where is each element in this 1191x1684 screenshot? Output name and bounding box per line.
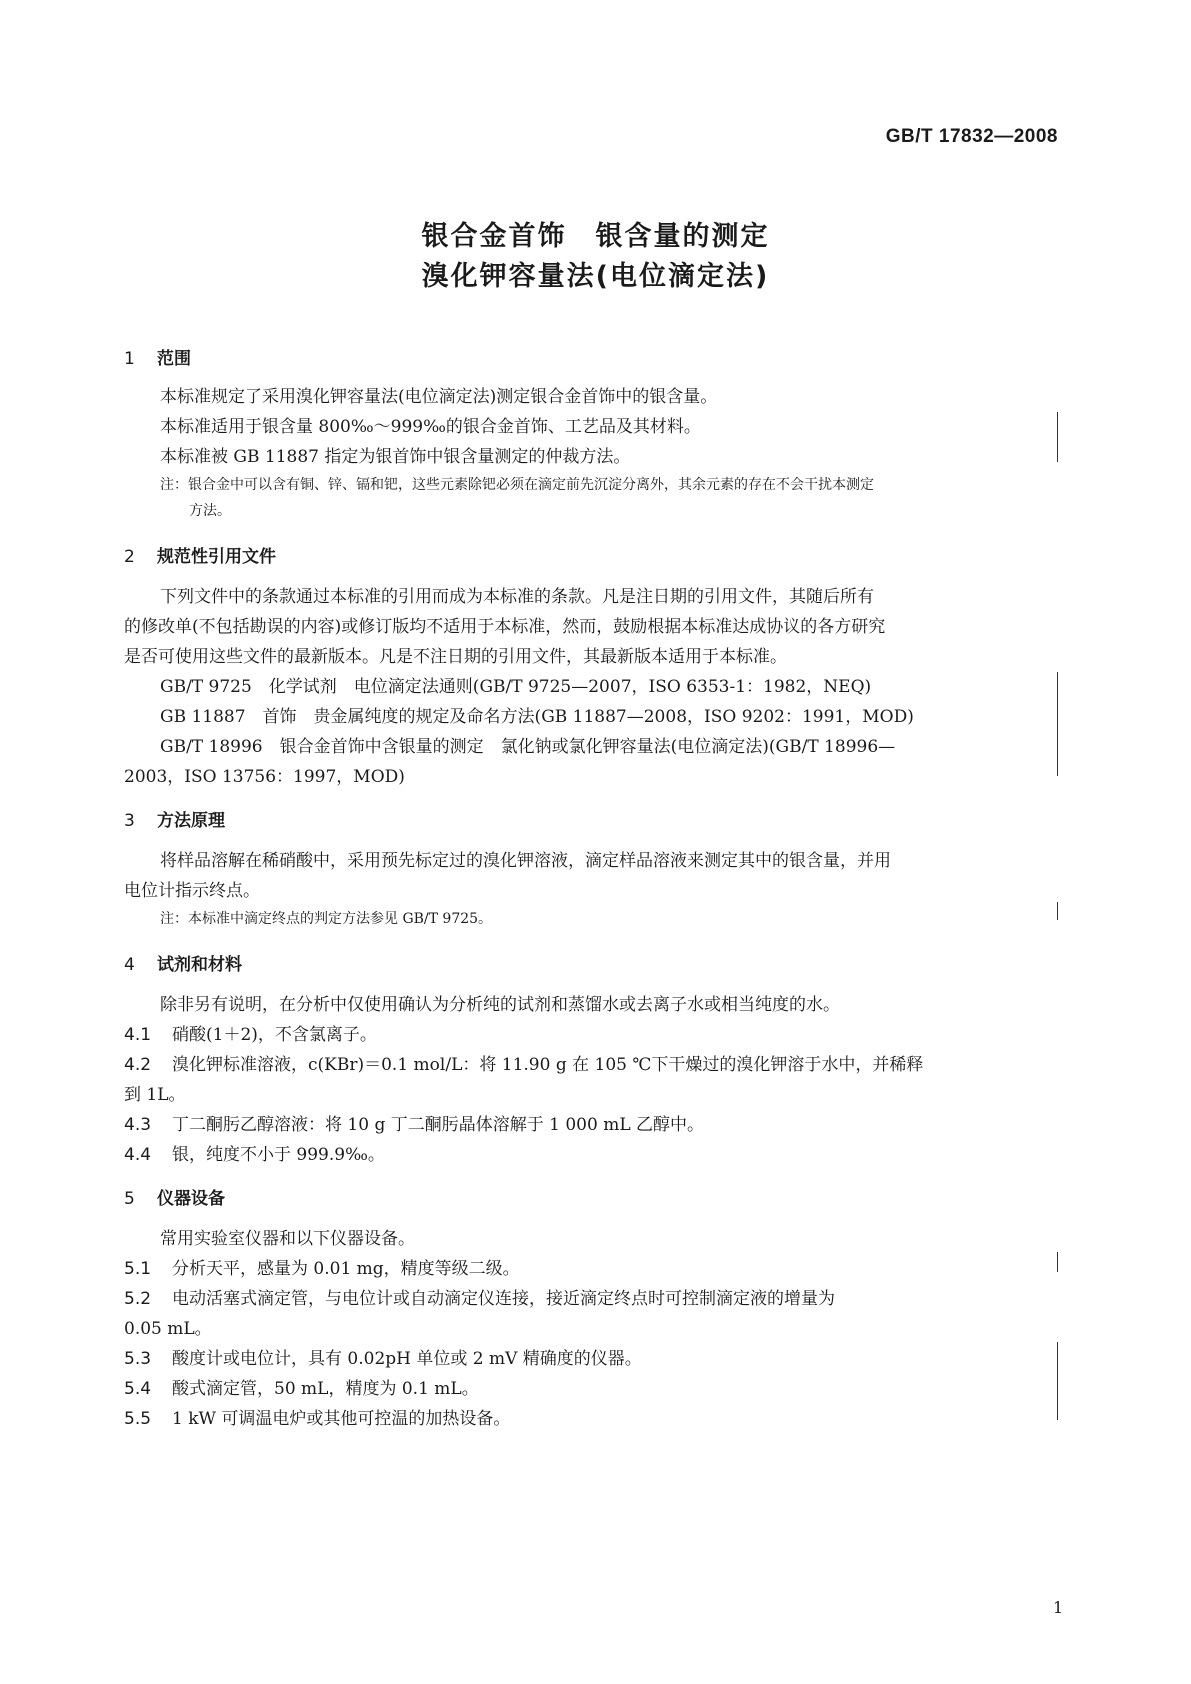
section-number: 2 [124, 547, 135, 567]
item-number: 5.3 [124, 1349, 152, 1369]
paragraph: 本标准规定了采用溴化钾容量法(电位滴定法)测定银合金首饰中的银含量。 [160, 387, 718, 407]
page-number: 1 [1053, 1598, 1064, 1617]
list-item [124, 1252, 520, 1286]
paragraph: 的修改单(不包括勘误的内容)或修订版均不适用于本标准，然而，鼓励根据本标准达成协议的各方研究 [124, 617, 886, 637]
section-title: 试剂和材料 [157, 955, 242, 975]
item-continuation: 到 1L。 [124, 1085, 186, 1105]
item-number: 5.4 [124, 1379, 152, 1399]
section-number: 4 [124, 955, 135, 975]
list-item [124, 1372, 479, 1406]
paragraph: 常用实验室仪器和以下仪器设备。 [160, 1229, 415, 1249]
revision-bar [1057, 412, 1058, 462]
paragraph: 本标准被 GB 11887 指定为银首饰中银含量测定的仲裁方法。 [160, 447, 631, 467]
reference: GB/T 9725 化学试剂 电位滴定法通则(GB/T 9725—2007，ISO 6353-1：1982，NEQ) [160, 677, 872, 697]
note: 注：本标准中滴定终点的判定方法参见 GB/T 9725。 [160, 911, 493, 927]
section-5-heading [124, 1184, 225, 1209]
item-number: 4.1 [124, 1025, 152, 1045]
revision-bar [1057, 672, 1058, 776]
item-number: 5.2 [124, 1289, 152, 1309]
paragraph: 本标准适用于银含量 800‰～999‰的银合金首饰、工艺品及其材料。 [160, 417, 701, 437]
list-item [124, 1402, 510, 1436]
item-number: 5.1 [124, 1259, 152, 1279]
item-text: 分析天平，感量为 0.01 mg，精度等级二级。 [172, 1259, 520, 1279]
reference: GB/T 18996 银合金首饰中含银量的测定 氯化钠或氯化钾容量法(电位滴定法)(GB/T 18996— [160, 737, 896, 757]
section-number: 5 [124, 1189, 135, 1209]
list-item [124, 1138, 385, 1172]
paragraph: 将样品溶解在稀硝酸中，采用预先标定过的溴化钾溶液，滴定样品溶液来测定其中的银含量，并用 [160, 851, 891, 871]
reference: 2003，ISO 13756：1997，MOD) [124, 767, 405, 787]
revision-bar [1057, 902, 1058, 920]
reference: GB 11887 首饰 贵金属纯度的规定及命名方法(GB 11887—2008，ISO 9202：1991，MOD) [160, 707, 914, 727]
paragraph: 除非另有说明，在分析中仅使用确认为分析纯的试剂和蒸馏水或去离子水或相当纯度的水。 [160, 995, 840, 1015]
paragraph: 是否可使用这些文件的最新版本。凡是不注日期的引用文件，其最新版本适用于本标准。 [124, 647, 787, 667]
section-number: 1 [124, 349, 135, 369]
section-title: 范围 [157, 349, 191, 369]
standard-code: GB/T 17832—2008 [885, 126, 1058, 147]
section-number: 3 [124, 811, 135, 831]
item-text: 酸度计或电位计，具有 0.02pH 单位或 2 mV 精确度的仪器。 [172, 1349, 642, 1369]
section-2-heading [124, 542, 276, 567]
item-number: 4.4 [124, 1145, 152, 1165]
section-4-heading [124, 950, 242, 975]
item-continuation: 0.05 mL。 [124, 1319, 212, 1339]
item-text: 丁二酮肟乙醇溶液：将 10 g 丁二酮肟晶体溶解于 1 000 mL 乙醇中。 [172, 1115, 705, 1135]
list-item [124, 1018, 377, 1052]
item-text: 1 kW 可调温电炉或其他可控温的加热设备。 [172, 1409, 511, 1429]
item-text: 电动活塞式滴定管，与电位计或自动滴定仪连接，接近滴定终点时可控制滴定液的增量为 [172, 1289, 835, 1309]
item-text: 硝酸(1＋2)，不含氯离子。 [172, 1025, 377, 1045]
list-item [124, 1342, 642, 1376]
list-item [124, 1108, 704, 1142]
revision-bar [1057, 1252, 1058, 1272]
section-title: 规范性引用文件 [157, 547, 276, 567]
note: 注：银合金中可以含有铜、锌、镉和钯，这些元素除钯必须在滴定前先沉淀分离外，其余元素的存在不会干扰本测定 [160, 477, 874, 493]
title-line-1: 银合金首饰 银含量的测定 [421, 221, 770, 252]
paragraph: 下列文件中的条款通过本标准的引用而成为本标准的条款。凡是注日期的引用文件，其随后所有 [160, 587, 874, 607]
section-title: 方法原理 [157, 811, 225, 831]
item-number: 4.3 [124, 1115, 152, 1135]
section-1-heading [124, 344, 191, 369]
item-text: 酸式滴定管，50 mL，精度为 0.1 mL。 [172, 1379, 479, 1399]
title-line-2: 溴化钾容量法(电位滴定法) [421, 261, 770, 292]
note: 方法。 [189, 503, 231, 519]
section-3-heading [124, 806, 225, 831]
item-text: 银，纯度不小于 999.9‰。 [172, 1145, 385, 1165]
item-number: 5.5 [124, 1409, 152, 1429]
paragraph: 电位计指示终点。 [124, 881, 260, 901]
item-text: 溴化钾标准溶液，c(KBr)＝0.1 mol/L：将 11.90 g 在 105 ℃下干燥过的溴化钾溶于水中，并稀释 [172, 1055, 924, 1075]
list-item [124, 1048, 923, 1082]
list-item [124, 1282, 835, 1316]
section-title: 仪器设备 [157, 1189, 225, 1209]
item-number: 4.2 [124, 1055, 152, 1075]
revision-bar [1057, 1342, 1058, 1420]
